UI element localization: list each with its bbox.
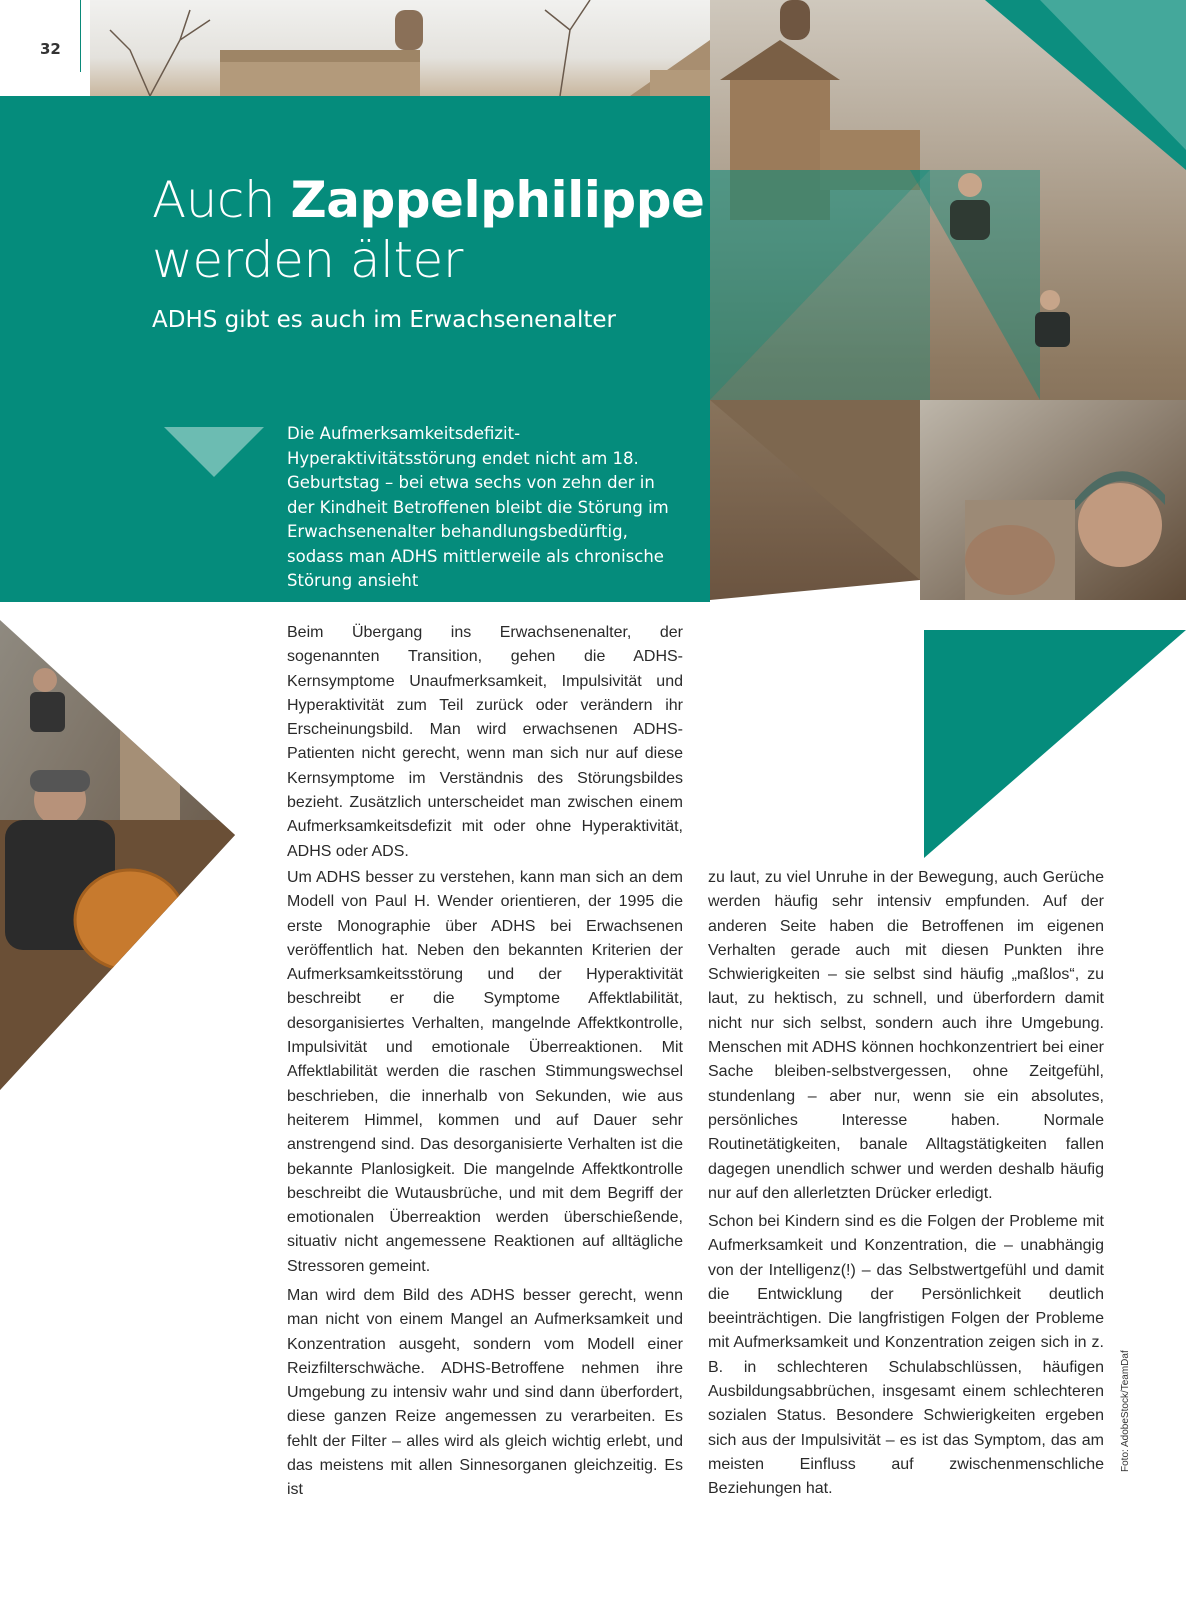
lead-paragraph: Die Aufmerksamkeitsdefizit-Hyperaktivitätsstörung endet nicht am 18. Geburtstag – bei etwa sechs von zehn der in der Kindheit Betroffenen bleibt die Störung im Erwachsenenalter behandlungsbedürftig, sodass man ADHS mittlerweile als chronische Störung ansieht [287,424,669,590]
photo-collage [710,0,1186,860]
photo-credit: Foto: AdobeStock/TeamDaf [1120,1350,1131,1472]
article-title [152,170,704,290]
title-part-2: Zappelphilippe [290,171,705,229]
body-paragraph-1: Beim Übergang ins Erwachsenenalter, der sogenannten Transition, gehen die ADHS-Kernsymptome Unaufmerksamkeit, Impulsivität und Hyperaktivität zum Teil zurück oder verändern ihr Erscheinungsbild. Man wird erwachsenen ADHS-Patienten nicht gerecht, wenn man sich nur auf diese Kernsymptome im Verständnis des Störungsbildes bezieht. Zusätzlich unterscheidet man zwischen einem Aufmerksamkeitsdefizit mit oder ohne Hyperaktivität, ADHS oder ADS. [287,624,683,860]
page-number: 32 [40,40,61,58]
page-rule [80,0,81,72]
title-part-3: werden älter [152,231,463,289]
lead-triangle-decoration [164,427,264,477]
playground-photo-top [90,0,710,96]
body-paragraph-4: zu laut, zu viel Unruhe in der Bewegung, auch Gerüche werden häufig sehr intensiv empfunden. Auf der anderen Seite haben die Betroffenen im eigenen Verhalten gerade auch mit diesen Punkten ihre Schwierigkeiten – sie selbst sind häufig „maßlos“, zu laut, zu hektisch, zu schnell, und überfordern damit nicht nur sich selbst, sondern auch ihre Umgebung. Menschen mit ADHS können hochkonzentriert bei einer Sache bleiben-selbstvergessen, ohne Zeitgefühl, stundenlang – aber nur, wenn sie ein absolutes, persönliches Interesse haben. Normale Routinetätigkeiten, banale Alltagstätigkeiten fallen dagegen unendlich schwer und werden deshalb häufig nur auf den allerletzten Drücker erledigt. [708,869,1104,1202]
left-photo-man-with-pumpkin [0,620,260,1090]
title-part-1: Auch [152,171,276,229]
body-paragraph-2: Um ADHS besser zu verstehen, kann man sich an dem Modell von Paul H. Wender orientieren, der 1995 die erste Monographie über ADHS bei Erwachsenen veröffentlich hat. Neben den bekannten Kriterien der Aufmerksamkeitsstörung und der Hyperaktivität beschreibt er die Symptome Affektlabilität, desorganisiertes Verhalten, mangelnde Affektkontrolle, Impulsivität und emotionale Überreaktionen. Mit Affektlabilität werden die raschen Stimmungswechsel beschrieben, die innerhalb von Sekunden, wie aus heiterem Himmel, kommen und auf Dauer sehr anstrengend sind. Das desorganisierte Verhalten ist die bekannte Planlosigkeit. Die mangelnde Affektkontrolle beschreibt die Wutausbrüche, und mit dem Begriff der emotionalen Überreaktion werden überschießende, situativ nicht angemessene Reaktionen auf alltägliche Stressoren gemeint. [287,869,683,1275]
article-subtitle: ADHS gibt es auch im Erwachsenenalter [152,307,616,333]
body-paragraph-3: Man wird dem Bild des ADHS besser gerecht, wenn man nicht von einem Mangel an Aufmerksamkeit und Konzentration ausgeht, sondern vom Modell einer Reizfilterschwäche. ADHS-Betroffene nehmen ihre Umgebung zu intensiv wahr und sind dann überfordert, diese ganzen Reize angemessen zu verarbeiten. Es fehlt der Filter – alles wird als gleich wichtig erlebt, und das meistens mit allen Sinnesorganen gleichzeitig. Es ist [287,1287,683,1499]
body-paragraph-5: Schon bei Kindern sind es die Folgen der Probleme mit Aufmerksamkeit und Konzentration, die – unabhängig von der Intelligenz(!) – das Selbstwertgefühl und damit die Entwicklung der Persönlichkeit deutlich beeinträchtigen. Die langfristigen Folgen der Probleme mit Aufmerksamkeit und Konzentration zeigen sich in z. B. in schlechteren Schulabschlüssen, häufigen Ausbildungsabbrüchen, insgesamt einem schlechteren sozialen Status. Besondere Schwierigkeiten ergeben sich aus der Impulsivität – es ist das Symptom, das am meisten Einfluss auf zwischenmenschliche Beziehungen hat. [708,1213,1104,1498]
